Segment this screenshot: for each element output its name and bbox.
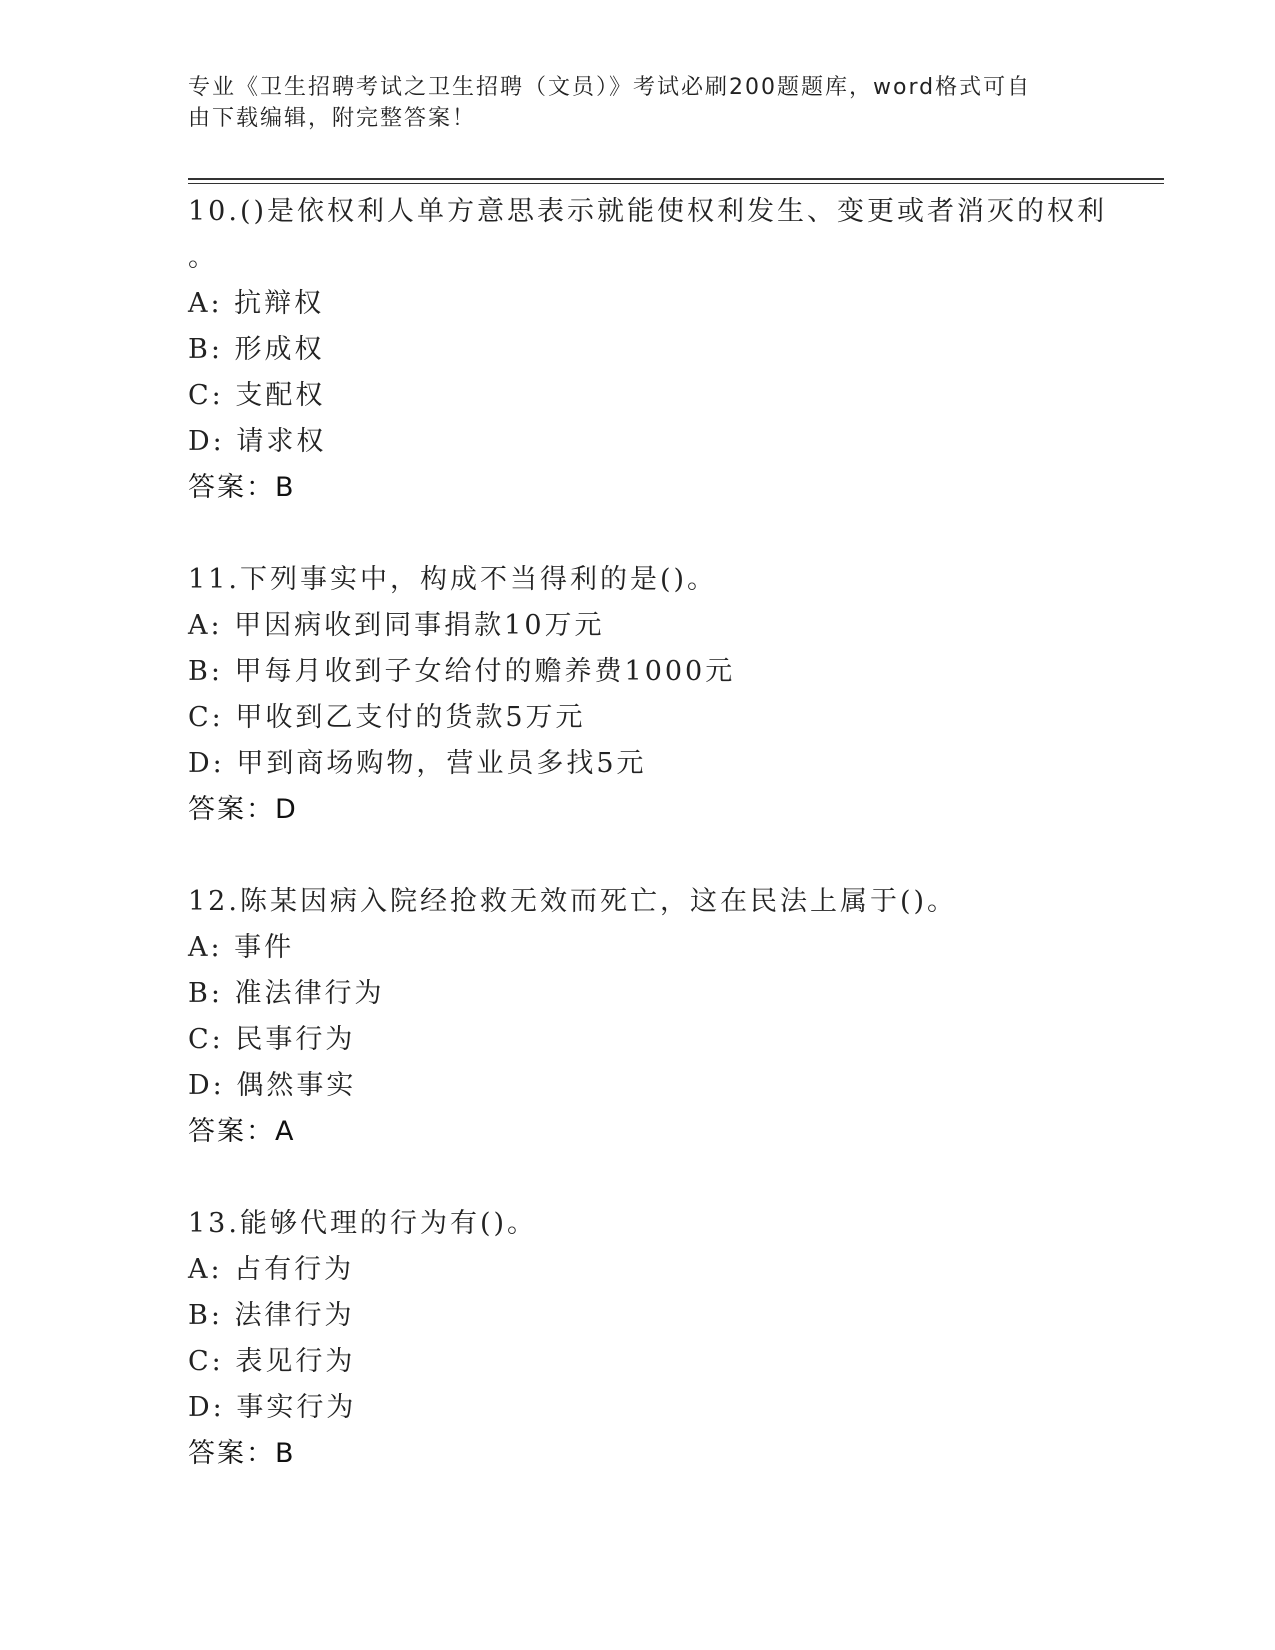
- option-a: A: 事件: [188, 932, 295, 963]
- option-c: C: 民事行为: [188, 1024, 356, 1055]
- option-d: D: 甲到商场购物，营业员多找5元: [188, 748, 647, 779]
- question-stem: 10.()是依权利人单方意思表示就能使权利发生、变更或者消灭的权利: [188, 196, 1108, 227]
- option-d: D: 事实行为: [188, 1392, 357, 1423]
- option-b: B: 甲每月收到子女给付的赡养费1000元: [188, 656, 736, 687]
- header-divider-thick: [188, 178, 1164, 180]
- question-11: [188, 557, 1088, 833]
- option-d: D: 偶然事实: [188, 1070, 357, 1101]
- question-10: [188, 189, 1108, 511]
- option-c: C: 甲收到乙支付的货款5万元: [188, 702, 586, 733]
- answer-line: 答案：D: [188, 794, 298, 825]
- header-line-1: 专业《卫生招聘考试之卫生招聘（文员）》考试必刷200题题库，word格式可自: [188, 75, 1032, 100]
- answer-line: 答案：B: [188, 1438, 296, 1469]
- option-d: D: 请求权: [188, 426, 327, 457]
- option-a: A: 占有行为: [188, 1254, 355, 1285]
- question-12: [188, 879, 1088, 1155]
- header-line-2: 由下载编辑，附完整答案！: [188, 106, 477, 131]
- header-divider-thin: [188, 183, 1164, 184]
- option-a: A: 抗辩权: [188, 288, 325, 319]
- question-stem-continuation: 。: [188, 242, 218, 273]
- option-a: A: 甲因病收到同事捐款10万元: [188, 610, 605, 641]
- option-c: C: 表见行为: [188, 1346, 356, 1377]
- question-stem: 13.能够代理的行为有()。: [188, 1208, 538, 1239]
- option-b: B: 准法律行为: [188, 978, 385, 1009]
- document-header: [188, 72, 1068, 134]
- option-c: C: 支配权: [188, 380, 326, 411]
- question-stem: 12.陈某因病入院经抢救无效而死亡，这在民法上属于()。: [188, 886, 958, 917]
- option-b: B: 法律行为: [188, 1300, 355, 1331]
- answer-line: 答案：B: [188, 472, 296, 503]
- question-list: [188, 189, 1108, 1523]
- question-stem: 11.下列事实中，构成不当得利的是()。: [188, 564, 718, 595]
- question-13: [188, 1201, 1088, 1477]
- answer-line: 答案：A: [188, 1116, 296, 1147]
- option-b: B: 形成权: [188, 334, 325, 365]
